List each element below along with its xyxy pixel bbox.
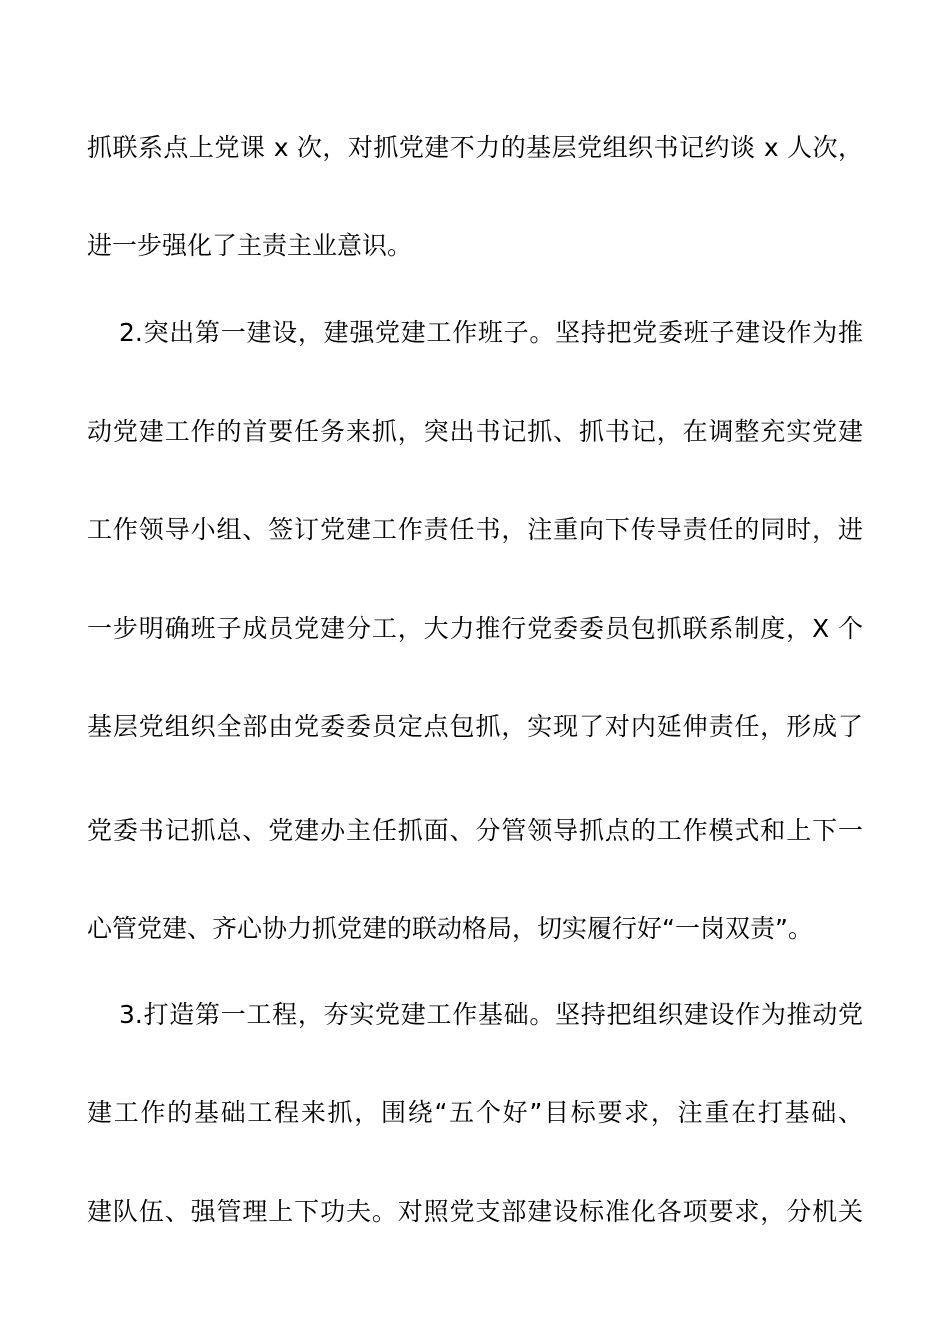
text-line-6: 一步明确班子成员党建分工，大力推行党委委员包抓联系制度，X 个 <box>87 614 863 643</box>
text-line-11: 建工作的基础工程来抓，围绕“五个好”目标要求，注重在打基础、 <box>87 1098 863 1127</box>
text-line-12: 建队伍、强管理上下功夫。对照党支部建设标准化各项要求，分机关 <box>87 1197 863 1226</box>
text-line-5: 工作领导小组、签订党建工作责任书，注重向下传导责任的同时，进 <box>87 515 863 544</box>
paragraph-2-first-line: 2.突出第一建设，建强党建工作班子。坚持把党委班子建设作为推 <box>119 318 863 347</box>
text-line-2: 进一步强化了主责主业意识。 <box>87 231 413 260</box>
paragraph-3-first-line: 3.打造第一工程，夯实党建工作基础。坚持把组织建设作为推动党 <box>119 1000 863 1029</box>
text-line-9: 心管党建、齐心协力抓党建的联动格局，切实履行好“一岗双责”。 <box>87 914 813 943</box>
text-line-4: 动党建工作的首要任务来抓，突出书记抓、抓书记，在调整充实党建 <box>87 417 863 446</box>
text-line-7: 基层党组织全部由党委委员定点包抓，实现了对内延伸责任，形成了 <box>87 712 863 741</box>
text-line-1: 抓联系点上党课 x 次，对抓党建不力的基层党组织书记约谈 x 人次， <box>87 133 863 162</box>
text-line-8: 党委书记抓总、党建办主任抓面、分管领导抓点的工作模式和上下一 <box>87 816 863 845</box>
